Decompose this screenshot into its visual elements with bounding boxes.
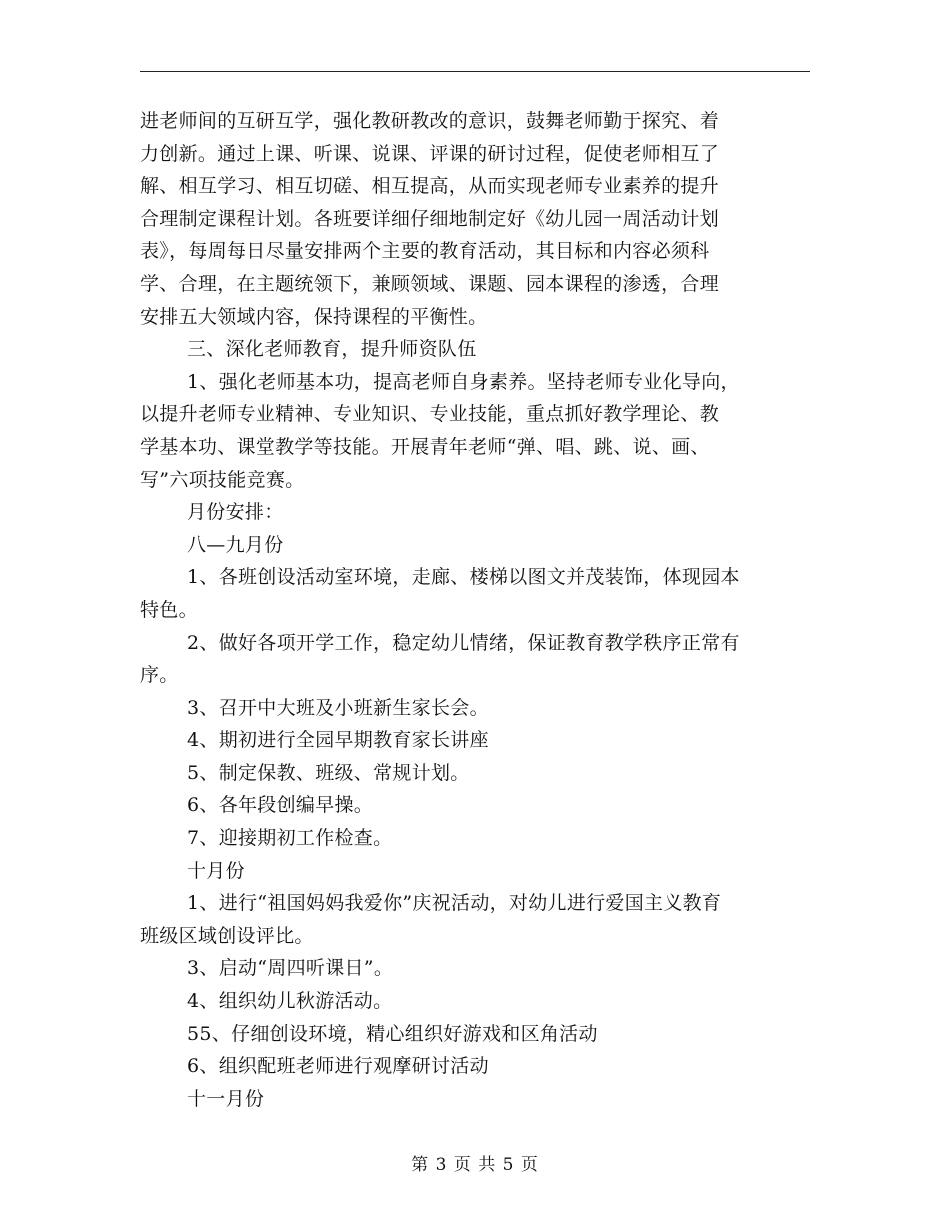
text-line: 写”六项技能竞赛。 [140, 468, 305, 491]
text-line: 进老师间的互研互学，强化教研教改的意识，鼓舞老师勤于探究、着 [140, 110, 720, 132]
page-footer: 第 3 页 共 5 页 [411, 1155, 539, 1175]
text-line: 三、深化老师教育，提升师资队伍 [187, 338, 477, 361]
text-line: 6、各年段创编早操。 [187, 794, 374, 817]
text-line: 5、制定保教、班级、常规计划。 [187, 761, 470, 784]
document-body [140, 105, 810, 1115]
text-line: 3、启动“周四听课日”。 [187, 957, 394, 980]
text-line: 月份安排： [187, 501, 284, 524]
text-line: 55、仔细创设环境，精心组织好游戏和区角活动 [187, 1022, 598, 1045]
text-line: 1、进行“祖国妈妈我爱你”庆祝活动，对幼儿进行爱国主义教育 [187, 892, 722, 915]
text-line: 特色。 [140, 598, 198, 621]
text-line: 序。 [140, 664, 179, 687]
text-line: 2、做好各项开学工作，稳定幼儿情绪，保证教育教学秩序正常有 [187, 631, 740, 654]
text-line: 学基本功、课堂教学等技能。开展青年老师“弹、唱、跳、说、画、 [140, 435, 710, 458]
text-line: 班级区域创设评比。 [140, 924, 314, 947]
text-line: 1、强化老师基本功，提高老师自身素养。坚持老师专业化导向， [187, 370, 740, 393]
text-line: 以提升老师专业精神、专业知识、专业技能，重点抓好教学理论、教 [140, 403, 720, 426]
text-line: 1、各班创设活动室环境，走廊、楼梯以图文并茂装饰，体现园本 [187, 566, 740, 589]
text-line: 3、召开中大班及小班新生家长会。 [187, 696, 489, 719]
text-line: 4、组织幼儿秋游活动。 [187, 990, 393, 1013]
text-line: 十一月份 [187, 1087, 265, 1110]
text-line: 学、合理，在主题统领下，兼顾领域、课题、园本课程的渗透，合理 [140, 272, 720, 295]
text-line: 合理制定课程计划。各班要详细仔细地制定好《幼儿园一周活动计划 [140, 207, 720, 230]
text-line: 6、组织配班老师进行观摩研讨活动 [187, 1055, 489, 1078]
header-rule [140, 71, 810, 72]
text-line: 力创新。通过上课、听课、说课、评课的研讨过程，促使老师相互了 [140, 142, 720, 165]
text-line: 安排五大领域内容，保持课程的平衡性。 [140, 305, 488, 328]
text-line: 4、期初进行全园早期教育家长讲座 [187, 729, 489, 752]
text-line: 解、相互学习、相互切磋、相互提高，从而实现老师专业素养的提升 [140, 175, 720, 198]
text-line: 八—九月份 [187, 533, 284, 556]
text-line: 十月份 [187, 859, 245, 882]
text-line: 7、迎接期初工作检查。 [187, 827, 393, 850]
text-line: 表》，每周每日尽量安排两个主要的教育活动，其目标和内容必须科 [140, 240, 710, 263]
